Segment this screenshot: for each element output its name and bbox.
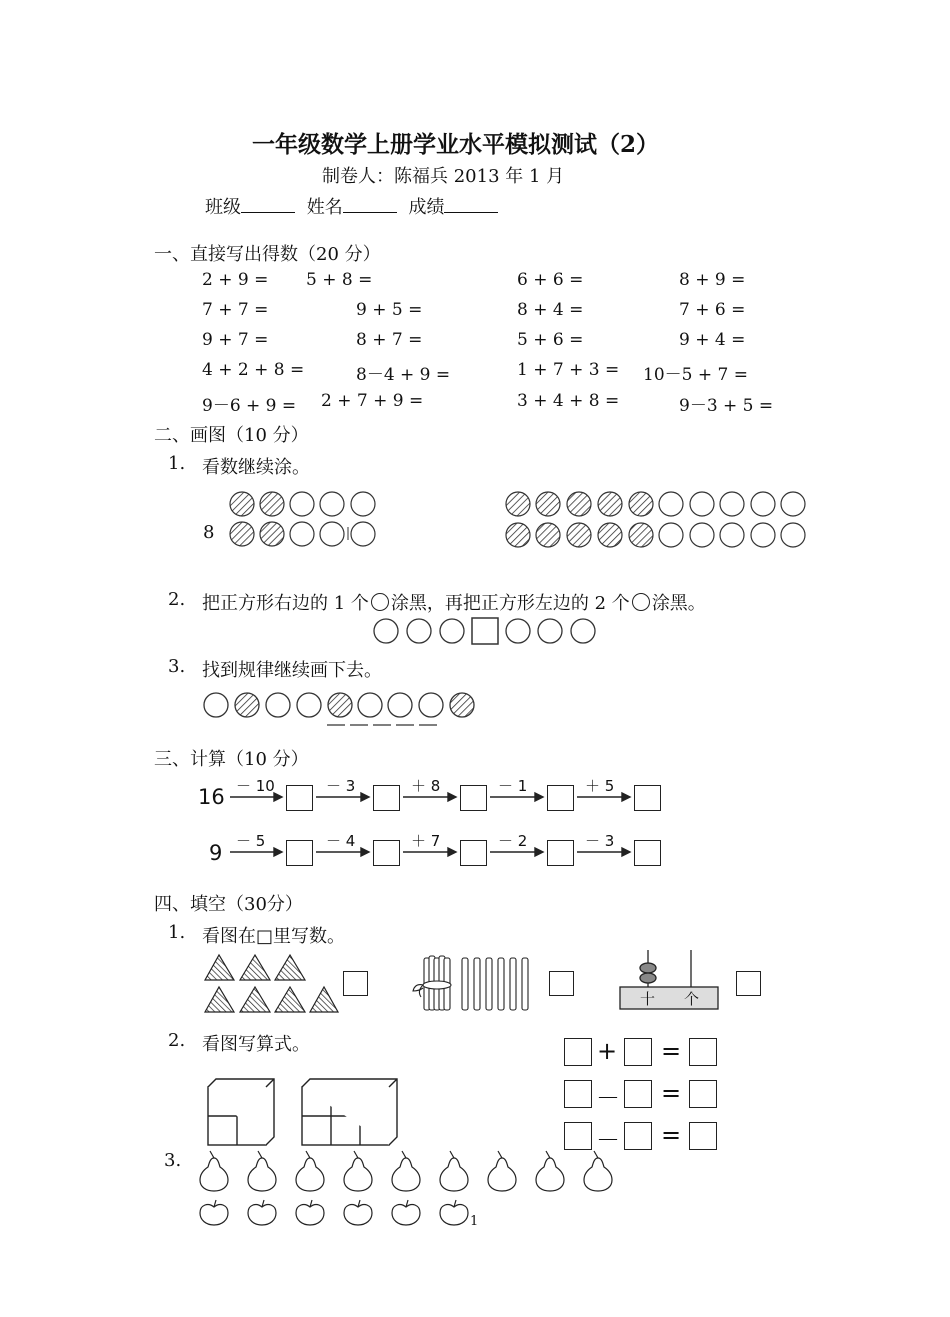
cube-figure-left	[208, 1079, 274, 1145]
equation-box[interactable]	[564, 1038, 592, 1066]
equals-sign: =	[661, 1079, 682, 1107]
q-text: 看图写算式。	[202, 1034, 310, 1055]
q-text	[202, 589, 706, 615]
section2-heading: 二、画图（10 分）	[154, 425, 309, 446]
problem: 9 + 4 =	[679, 330, 746, 350]
q-number: 1.	[168, 453, 186, 474]
q-number: 3.	[168, 656, 186, 677]
equation-box[interactable]	[564, 1080, 592, 1108]
problem: 9－3 + 5 =	[679, 396, 774, 416]
chain-op: ＋ 8	[411, 777, 441, 795]
answer-box[interactable]	[549, 971, 574, 996]
problem: 5 + 8 =	[306, 270, 373, 290]
cube-figure-right	[302, 1079, 397, 1145]
q-number: 2.	[168, 1030, 186, 1051]
q2-text-c: 涂黑。	[651, 593, 706, 614]
answer-box[interactable]	[634, 785, 661, 811]
problem: 9－6 + 9 =	[202, 396, 297, 416]
problem: 8 + 4 =	[517, 300, 584, 320]
answer-box[interactable]	[286, 840, 313, 866]
sticks-figure	[413, 956, 528, 1010]
equation-box[interactable]	[689, 1080, 717, 1108]
q-text: 找到规律继续画下去。	[202, 660, 382, 681]
equation-box[interactable]	[689, 1122, 717, 1150]
page-number: 1	[470, 1214, 479, 1229]
chain-op: － 1	[498, 777, 528, 795]
abacus-ones-label: 个	[684, 990, 700, 1008]
chain-op: － 2	[498, 832, 528, 850]
problem: 9 + 5 =	[356, 300, 423, 320]
answer-box[interactable]	[460, 840, 487, 866]
q-text: 看数继续涂。	[202, 457, 310, 478]
section1-heading: 一、直接写出得数（20 分）	[154, 244, 381, 265]
circle-icon	[371, 593, 389, 611]
chain-op: － 3	[585, 832, 615, 850]
answer-box[interactable]	[547, 785, 574, 811]
abacus-figure	[620, 950, 718, 1009]
minus-sign: －	[596, 1126, 620, 1154]
circle-group-right	[506, 492, 805, 547]
problem: 9 + 7 =	[202, 330, 269, 350]
answer-box[interactable]	[634, 840, 661, 866]
answer-box[interactable]	[373, 840, 400, 866]
q-number: 3.	[164, 1150, 182, 1171]
problem: 6 + 6 =	[517, 270, 584, 290]
abacus-tens-label: 十	[640, 990, 656, 1008]
q2-text-b: 涂黑，再把正方形左边的 2 个	[390, 593, 630, 614]
circle-icon	[632, 593, 650, 611]
problem: 10－5 + 7 =	[643, 365, 748, 385]
answer-box[interactable]	[547, 840, 574, 866]
page-title: 一年级数学上册学业水平模拟测试（2）	[252, 131, 660, 158]
triangles-figure	[205, 955, 338, 1012]
pears-row	[200, 1151, 612, 1191]
author-line: 制卷人：陈福兵 2013 年 1 月	[322, 166, 565, 187]
equation-box[interactable]	[564, 1122, 592, 1150]
equation-box[interactable]	[624, 1122, 652, 1150]
problem: 4 + 2 + 8 =	[202, 360, 305, 380]
problem: 5 + 6 =	[517, 330, 584, 350]
plus-sign: +	[597, 1037, 618, 1065]
chain-op: － 10	[236, 777, 275, 795]
problem: 8 + 9 =	[679, 270, 746, 290]
problem: 8－4 + 9 =	[356, 365, 451, 385]
equals-sign: =	[661, 1121, 682, 1149]
problem: 7 + 6 =	[679, 300, 746, 320]
problem: 2 + 7 + 9 =	[321, 391, 424, 411]
score-label: 成绩	[408, 197, 445, 218]
equation-box[interactable]	[689, 1038, 717, 1066]
answer-box[interactable]	[736, 971, 761, 996]
name-label: 姓名	[306, 197, 343, 218]
equation-box[interactable]	[624, 1080, 652, 1108]
chain-op: － 4	[326, 832, 356, 850]
q-number: 1.	[168, 922, 186, 943]
pattern-row	[204, 693, 474, 725]
equation-box[interactable]	[624, 1038, 652, 1066]
problem: 2 + 9 =	[202, 270, 269, 290]
answer-box[interactable]	[343, 971, 368, 996]
q-number: 2.	[168, 589, 186, 610]
answer-box[interactable]	[286, 785, 313, 811]
q2-text-a: 把正方形右边的 1 个	[202, 593, 369, 614]
chain-op: ＋ 5	[585, 777, 615, 795]
minus-sign: －	[596, 1084, 620, 1112]
problem: 7 + 7 =	[202, 300, 269, 320]
count-label: 8	[203, 522, 215, 543]
chain-op: － 5	[236, 832, 266, 850]
section4-heading: 四、填空（30分）	[154, 894, 303, 915]
problem: 1 + 7 + 3 =	[517, 360, 620, 380]
problem: 3 + 4 + 8 =	[517, 391, 620, 411]
problem: 8 + 7 =	[356, 330, 423, 350]
circle-group-left	[230, 492, 375, 546]
chain-op: ＋ 7	[411, 832, 441, 850]
equals-sign: =	[661, 1037, 682, 1065]
chain-start: 9	[209, 841, 223, 865]
circle-square-row	[374, 618, 595, 644]
chain-op: － 3	[326, 777, 356, 795]
answer-box[interactable]	[460, 785, 487, 811]
apples-row	[200, 1200, 468, 1225]
q-text: 看图在□里写数。	[202, 926, 346, 947]
answer-box[interactable]	[373, 785, 400, 811]
class-label: 班级	[205, 197, 241, 218]
section3-heading: 三、计算（10 分）	[154, 749, 309, 770]
chain-start: 16	[198, 785, 225, 809]
